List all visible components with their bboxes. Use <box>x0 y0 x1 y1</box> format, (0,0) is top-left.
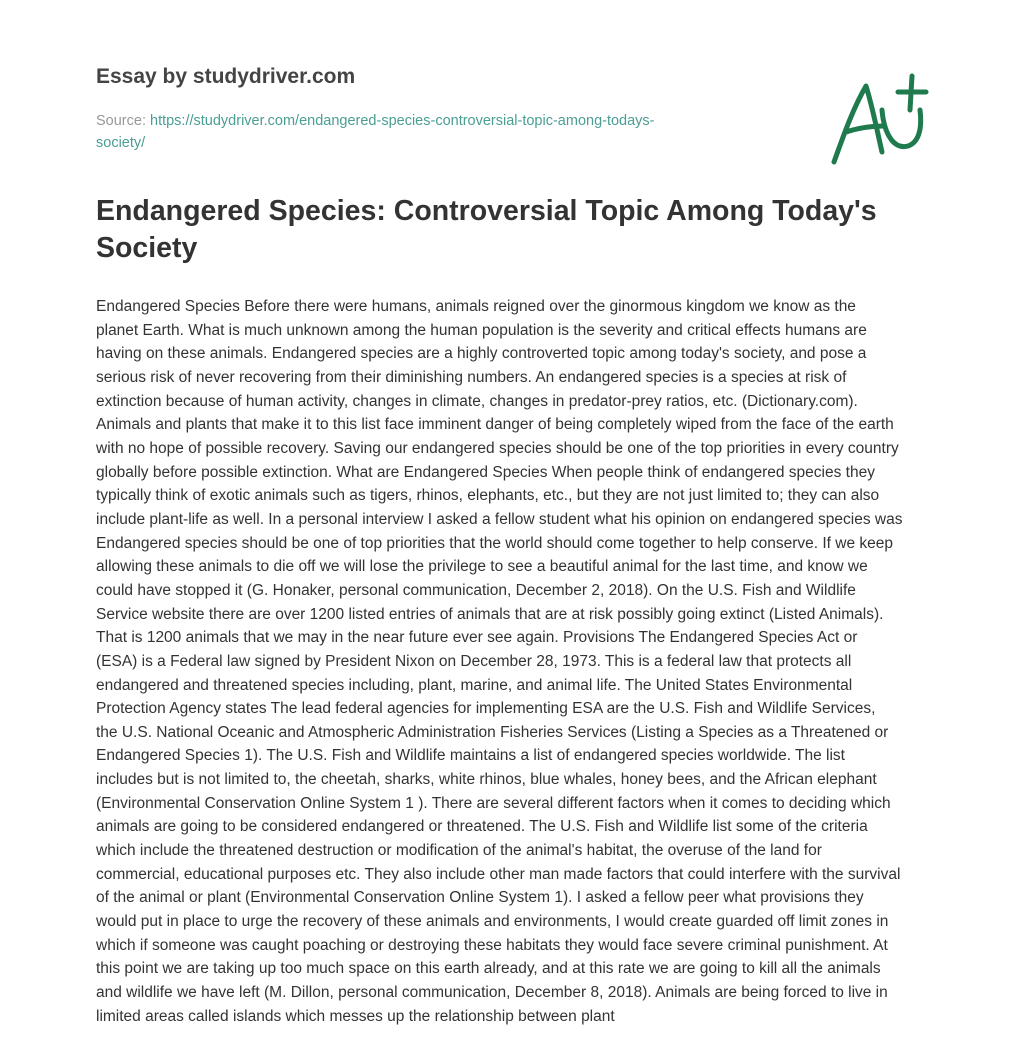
essay-line: allowing these animals to die off we will lose the privilege to see a beautiful animal for the last time, and know we <box>96 558 868 576</box>
essay-line: globally before possible extinction. What are Endangered Species When people think of endangered species they <box>96 463 875 481</box>
essay-line: Endangered Species 1). The U.S. Fish and Wildlife maintains a list of endangered species worldwide. The list <box>96 747 845 765</box>
essay-line: commercial, educational purposes etc. They also include other man made factors that could interfere with the survival <box>96 865 901 883</box>
essay-line: serious risk of never recovering from their diminishing numbers. An endangered species is a species at risk of <box>96 368 847 386</box>
source-url-part-2: society/ <box>96 135 146 151</box>
essay-line: this point we are taking up too much space on this earth already, and at this rate we are going to kill all the animals <box>96 960 881 978</box>
essay-line: having on these animals. Endangered species are a highly controverted topic among today's society, and pose a <box>96 345 867 363</box>
essay-line: would put in place to urge the recovery of these animals and environments, I would create guarded off limit zones in <box>96 913 889 931</box>
source-line <box>96 110 736 154</box>
essay-line: which if someone was caught poaching or destroying these habitats they would face severe criminal punishment. At <box>96 936 888 954</box>
essay-line: (ESA) is a Federal law signed by President Nixon on December 28, 1973. This is a federal law that protects all <box>96 652 852 670</box>
essay-line: with no hope of possible recovery. Saving our endangered species should be one of the top priorities in every country <box>96 439 899 457</box>
essay-line: That is 1200 animals that we may in the near future ever see again. Provisions The Endangered Species Act or <box>96 629 858 647</box>
essay-line: extinction because of human activity, changes in climate, changes in predator-prey ratios, etc. (Dictionary.com). <box>96 392 858 410</box>
essay-line: include plant-life as well. In a personal interview I asked a fellow student what his opinion on endangered species was <box>96 510 903 528</box>
source-label: Source: <box>96 113 150 129</box>
essay-line: includes but is not limited to, the cheetah, sharks, white rhinos, blue whales, honey bees, and the African elephant <box>96 771 877 789</box>
essay-line: animals are going to be considered endangered or threatened. The U.S. Fish and Wildlife list some of the criteria <box>96 818 868 836</box>
essay-line: Protection Agency states The lead federal agencies for implementing ESA are the U.S. Fish and Wildlife Services, <box>96 700 876 718</box>
a-plus-logo-icon <box>822 70 934 170</box>
essay-line: limited areas called islands which messes up the relationship between plant <box>96 1007 615 1025</box>
source-link[interactable] <box>96 113 655 151</box>
essay-line: (Environmental Conservation Online System 1 ). There are several different factors when it comes to deciding which <box>96 794 891 812</box>
essay-line: and wildlife we have left (M. Dillon, personal communication, December 8, 2018). Animals are being forced to live in <box>96 984 888 1002</box>
essay-line: could have stopped it (G. Honaker, personal communication, December 2, 2018). On the U.S. Fish and Wildlife <box>96 581 856 599</box>
source-url-part-1: https://studydriver.com/endangered-species-controversial-topic-among-todays- <box>150 113 655 129</box>
essay-line: the U.S. National Oceanic and Atmospheric Administration Fisheries Services (Listing a Species as a Threatened or <box>96 723 889 741</box>
essay-line: Service website there are over 1200 listed entries of animals that are at risk possibly going extinct (Listed Animals). <box>96 605 884 623</box>
essay-title <box>96 193 926 267</box>
essay-title-line-2: Society <box>96 232 198 264</box>
essay-line: planet Earth. What is much unknown among the human population is the severity and critical effects humans are <box>96 321 867 339</box>
essay-title-line-1: Endangered Species: Controversial Topic Among Today's <box>96 195 877 227</box>
essay-line: Animals and plants that make it to this list face imminent danger of being completely wiped from the face of the earth <box>96 416 894 434</box>
site-title: Essay by studydriver.com <box>96 65 356 88</box>
essay-body <box>96 295 936 1028</box>
essay-line: Endangered Species Before there were humans, animals reigned over the ginormous kingdom we know as the <box>96 298 856 315</box>
essay-line: of the animal or plant (Environmental Conservation Online System 1). I asked a fellow peer what provisions they <box>96 889 864 907</box>
essay-line: which include the threatened destruction or modification of the animal's habitat, the overuse of the land for <box>96 842 822 860</box>
essay-line: typically think of exotic animals such as tigers, rhinos, elephants, etc., but they are not just limited to; they can also <box>96 487 880 505</box>
essay-line: Endangered species should be one of top priorities that the world should come together to help conserve. If we keep <box>96 534 894 552</box>
essay-line: endangered and threatened species including, plant, marine, and animal life. The United States Environmental <box>96 676 853 694</box>
